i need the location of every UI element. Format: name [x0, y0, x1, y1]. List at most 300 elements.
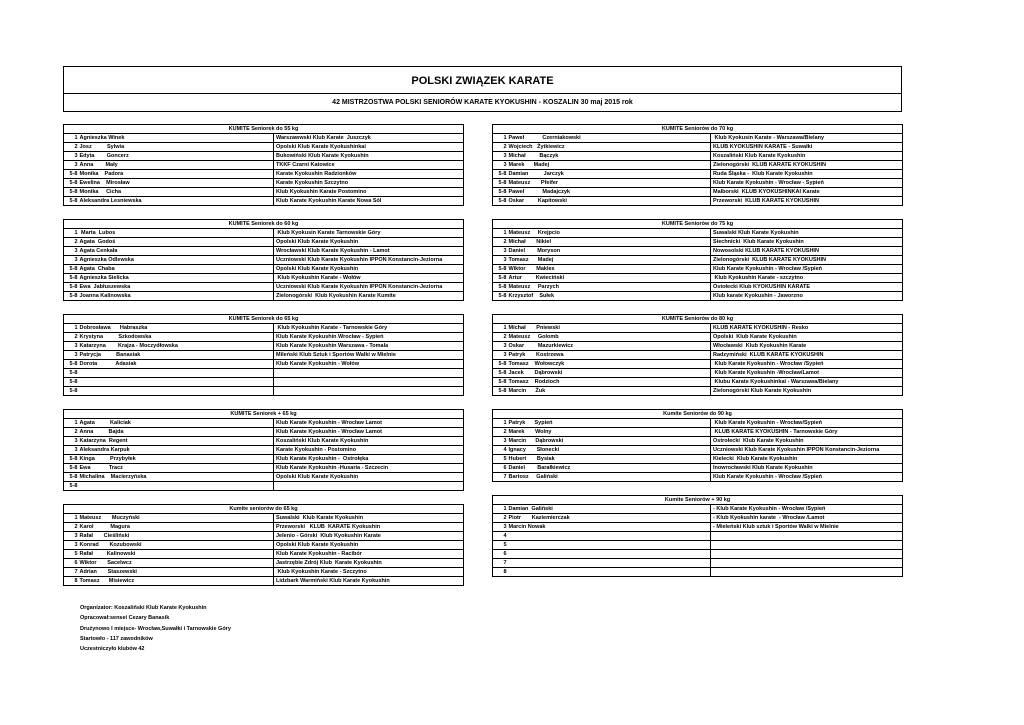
competitor-name: Adrian Staszewski — [79, 568, 274, 577]
competitor-name — [79, 482, 274, 491]
place-cell: 6 — [493, 464, 508, 473]
table-row — [64, 360, 464, 369]
table-row — [493, 559, 903, 568]
place-cell: 3 — [64, 351, 79, 360]
place-cell: 1 — [64, 229, 79, 238]
place-cell: 3 — [64, 532, 79, 541]
club-name: Koszaliński Klub Karate Kyokushin — [711, 152, 903, 161]
table-row — [493, 437, 903, 446]
club-name: Warszawwski Klub Karate Juszczyk — [274, 134, 464, 143]
category-header-row — [493, 125, 903, 134]
category-header-row — [493, 410, 903, 419]
competitor-name: Aleksandra Lesniewska — [79, 197, 274, 206]
place-cell: 5 — [64, 550, 79, 559]
club-name: Jelenio - Górski Klub Kyokushin Karate — [274, 532, 464, 541]
club-name: Inowrocławski Klub Karate Kyokushin — [711, 464, 903, 473]
competitor-name: Ewelina Mirosław — [79, 179, 274, 188]
competitor-name: Ewa Tracz — [79, 464, 274, 473]
place-cell: 8 — [64, 577, 79, 586]
place-cell: 5-8 — [493, 170, 508, 179]
club-name: Jastrzębie Zdrój Klub Karate Kyokushin — [274, 559, 464, 568]
club-name: Klub Kyokushin Karate - Wołów — [274, 274, 464, 283]
competitor-name: Michał Pniewski — [508, 324, 711, 333]
club-name: Radzymiński KLUB KARATE KYOKUSHIN — [711, 351, 903, 360]
competitor-name — [508, 559, 711, 568]
place-cell: 3 — [493, 152, 508, 161]
place-cell: 2 — [64, 523, 79, 532]
category-header-row — [64, 315, 464, 324]
table-row — [64, 247, 464, 256]
club-name: Ostołecki Klub KYOKUSHIN KARATE — [711, 283, 903, 292]
competitor-name: Michał Bączyk — [508, 152, 711, 161]
place-cell: 5-8 — [64, 170, 79, 179]
place-cell: 5-8 — [493, 369, 508, 378]
competitor-name: Artur Kwieciński — [508, 274, 711, 283]
place-cell: 5-8 — [493, 378, 508, 387]
competitor-name: Agata Chaba — [79, 265, 274, 274]
club-name: Klub Karate Kyokushin Karate Nowa Sól — [274, 197, 464, 206]
table-row — [493, 247, 903, 256]
footer-line: Uczestniczyło klubów 42 — [80, 646, 145, 653]
place-cell: 5-8 — [64, 283, 79, 292]
club-name: Karate Kyokushin Radzionków — [274, 170, 464, 179]
table-row — [493, 568, 903, 577]
place-cell: 1 — [64, 514, 79, 523]
competitor-name — [508, 541, 711, 550]
table-row — [64, 179, 464, 188]
club-name: Zielonogórski Klub Kyokushin Karate Kumite — [274, 292, 464, 301]
category-header: KUMITE Seniorek do 65 kg — [64, 315, 464, 324]
category-header-row — [64, 505, 464, 514]
club-name: Uczniowski Klub Karate Kyokushin IPPON Konstancin-Jeziorna — [274, 283, 464, 292]
club-name: Przeworski KLUB KARATE KYOKUSHIN — [711, 197, 903, 206]
place-cell: 1 — [64, 134, 79, 143]
section-spacer — [64, 491, 464, 505]
place-cell: 6 — [493, 550, 508, 559]
place-cell: 3 — [64, 437, 79, 446]
competitor-name: Agnieszka Winek — [79, 134, 274, 143]
place-cell: 4 — [493, 446, 508, 455]
club-name: Klub Kyokushin Karate - Szczytno — [274, 568, 464, 577]
table-row — [64, 514, 464, 523]
competitor-name: Wiktor Sacelwcz — [79, 559, 274, 568]
competitor-name: Anna Mały — [79, 161, 274, 170]
category-header-row — [64, 125, 464, 134]
competitor-name: Marcin Dąbrowski — [508, 437, 711, 446]
table-row — [64, 292, 464, 301]
competitor-name: Marek Wolny — [508, 428, 711, 437]
table-row — [493, 446, 903, 455]
club-name: Klub Kyokushin Karate - Tarnowskie Góry — [274, 324, 464, 333]
table-row — [493, 265, 903, 274]
competitor-name: Patryk Sypień — [508, 419, 711, 428]
table-row — [64, 559, 464, 568]
competitor-name: Tomasz Rodzioch — [508, 378, 711, 387]
competitor-name: Rafał Cieśliński — [79, 532, 274, 541]
competitor-name: Patryk Kostrzewa — [508, 351, 711, 360]
category-header: KUMITE Seniorek do 60 kg — [64, 220, 464, 229]
place-cell: 3 — [64, 342, 79, 351]
place-cell: 6 — [64, 559, 79, 568]
footer-line: Organizator: Koszaliński Klub Karate Kyokushin — [80, 605, 207, 611]
club-name: Opolski Klub Karate Kyokushin — [711, 333, 903, 342]
club-name — [274, 369, 464, 378]
table-row — [493, 143, 903, 152]
club-name: Klub Karate Kyokushin - Wrocław /Sypień — [711, 473, 903, 482]
table-row — [493, 324, 903, 333]
club-name: Klub Karate Kyokushin - Racibór — [274, 550, 464, 559]
table-row — [64, 342, 464, 351]
competitor-name: Wiktor Makles — [508, 265, 711, 274]
club-name: Opolski Klub Karate Kyokushin — [274, 541, 464, 550]
place-cell: 3 — [493, 161, 508, 170]
competitor-name: Oskar Kapitowski — [508, 197, 711, 206]
place-cell: 1 — [493, 324, 508, 333]
table-row — [64, 577, 464, 586]
club-name: Wrocławski Klub Karate Kyokushin - Lamot — [274, 247, 464, 256]
table-row — [64, 387, 464, 396]
table-row — [493, 238, 903, 247]
competitor-name: Damian Jarczyk — [508, 170, 711, 179]
club-name — [711, 559, 903, 568]
table-row — [493, 514, 903, 523]
place-cell: 2 — [493, 333, 508, 342]
place-cell: 5-8 — [64, 274, 79, 283]
table-row — [493, 473, 903, 482]
competitor-name: Aleksandra Karpuk — [79, 446, 274, 455]
competitor-name: Wojciech Żytkiewicz — [508, 143, 711, 152]
table-row — [64, 568, 464, 577]
place-cell: 3 — [493, 256, 508, 265]
club-name: Klub Karate Kyokushin - Wrocław /Sypień — [711, 265, 903, 274]
club-name: Klub Kyokusin Karate Tarnowskie Góry — [274, 229, 464, 238]
table-row — [493, 523, 903, 532]
table-row — [64, 274, 464, 283]
table-row — [64, 437, 464, 446]
club-name: Klub Kyokusin Karate - Warszawa/Bielany — [711, 134, 903, 143]
table-row — [493, 170, 903, 179]
place-cell: 3 — [64, 541, 79, 550]
place-cell: 3 — [493, 351, 508, 360]
competitor-name — [508, 550, 711, 559]
club-name: Suwalski Klub Karate Kyokushin — [274, 514, 464, 523]
club-name: Klub karate Kyokushin - Jaworzno — [711, 292, 903, 301]
competitor-name: Tomasz Misiewicz — [79, 577, 274, 586]
club-name: Ostrołecki Klub Karate Kyokushin — [711, 437, 903, 446]
place-cell: 2 — [64, 333, 79, 342]
club-name: - Klub Kyokushin karate - Wrocław /Lamot — [711, 514, 903, 523]
club-name: Zielonogórski KLUB KARATE KYOKUSHIN — [711, 161, 903, 170]
place-cell: 5-8 — [493, 197, 508, 206]
table-row — [493, 342, 903, 351]
table-row — [64, 351, 464, 360]
club-name: Zielonogórski KLUB KARATE KYOKUSHIN — [711, 256, 903, 265]
club-name: Lidzbark Warmiński Klub Karate Kyokushin — [274, 577, 464, 586]
place-cell: 1 — [64, 419, 79, 428]
competitor-name: Patrycja Banasiak — [79, 351, 274, 360]
table-row — [64, 378, 464, 387]
competitor-name: Agnieszka Odlewska — [79, 256, 274, 265]
club-name: Nowosolski KLUB KARATE KYOKUSHIN — [711, 247, 903, 256]
competitor-name: Damian Galiński — [508, 505, 711, 514]
competitor-name: Paweł Czerniakowski — [508, 134, 711, 143]
table-row — [64, 188, 464, 197]
table-row — [64, 369, 464, 378]
footer-line: Opracował:sensei Cezary Banasik — [80, 615, 170, 622]
place-cell: 7 — [64, 568, 79, 577]
competitor-name: Katarzyna Krajza - Moczydłowska — [79, 342, 274, 351]
table-row — [493, 179, 903, 188]
club-name: Karate Kyokushin - Postomino — [274, 446, 464, 455]
club-name: Uczniowski Klub Karate Kyokushin IPPON Konstancin-Jeziorna — [274, 256, 464, 265]
club-name — [711, 532, 903, 541]
table-row — [64, 550, 464, 559]
category-header: KUMITE Seniorek + 65 kg — [64, 410, 464, 419]
section-spacer — [493, 206, 903, 220]
page-subtitle: 42 MISTRZOSTWA POLSKI SENIORÓW KARATE KYOKUSHIN - KOSZALIN 30 maj 2015 rok — [332, 99, 633, 106]
place-cell: 5-8 — [64, 464, 79, 473]
table-row — [64, 464, 464, 473]
place-cell: 5-8 — [64, 292, 79, 301]
table-row — [493, 532, 903, 541]
competitor-name: Kinga Przybyłek — [79, 455, 274, 464]
club-name: Klub Kyokushin Karate - szczytno — [711, 274, 903, 283]
right-results-table — [492, 124, 903, 577]
place-cell: 1 — [493, 419, 508, 428]
competitor-name — [79, 378, 274, 387]
place-cell: 3 — [493, 247, 508, 256]
competitor-name: Tomasz Madej — [508, 256, 711, 265]
place-cell: 2 — [493, 143, 508, 152]
table-row — [493, 333, 903, 342]
club-name: KLUB KARATE KYOKUSHIN - Tarnowskie Góry — [711, 428, 903, 437]
table-row — [493, 387, 903, 396]
competitor-name: Michalina Macierzyńska — [79, 473, 274, 482]
place-cell: 1 — [493, 229, 508, 238]
place-cell: 5-8 — [64, 197, 79, 206]
table-row — [493, 152, 903, 161]
place-cell: 3 — [64, 161, 79, 170]
club-name — [711, 541, 903, 550]
competitor-name: Ignacy Słonecki — [508, 446, 711, 455]
category-header-row — [493, 496, 903, 505]
place-cell: 5-8 — [64, 369, 79, 378]
category-header: KUMITE Seniorek do 55 kg — [64, 125, 464, 134]
place-cell: 5-8 — [493, 179, 508, 188]
table-row — [493, 161, 903, 170]
table-row — [64, 161, 464, 170]
competitor-name — [79, 369, 274, 378]
competitor-name: Oskar Mazurkiewicz — [508, 342, 711, 351]
place-cell: 3 — [493, 523, 508, 532]
club-name: Klub Karate Kyokushin Wrocław - Sypień — [274, 333, 464, 342]
competitor-name: Mateusz Pfeifer — [508, 179, 711, 188]
place-cell: 8 — [493, 568, 508, 577]
club-name — [274, 482, 464, 491]
competitor-name: Michał Nikiel — [508, 238, 711, 247]
place-cell: 2 — [64, 143, 79, 152]
place-cell: 5-8 — [493, 360, 508, 369]
competitor-name: Karol Magura — [79, 523, 274, 532]
section-spacer — [64, 301, 464, 315]
place-cell: 7 — [493, 559, 508, 568]
table-row — [64, 523, 464, 532]
place-cell: 5-8 — [64, 455, 79, 464]
competitor-name: Konrad Kozubowski — [79, 541, 274, 550]
table-row — [64, 455, 464, 464]
table-row — [64, 324, 464, 333]
club-name: Suwalski Klub Karate Kyokushin — [711, 229, 903, 238]
place-cell: 5-8 — [64, 378, 79, 387]
club-name — [711, 550, 903, 559]
competitor-name: Daniel Moryson — [508, 247, 711, 256]
competitor-name: Marta Lubos — [79, 229, 274, 238]
table-row — [64, 265, 464, 274]
club-name: Opolski Klub Karate Kyokushin — [274, 265, 464, 274]
club-name: KLUB KARATE KYOKUSHIN - Resko — [711, 324, 903, 333]
competitor-name: Tomasz Wołowczyk — [508, 360, 711, 369]
section-spacer — [493, 396, 903, 410]
place-cell: 4 — [493, 532, 508, 541]
table-row — [493, 274, 903, 283]
place-cell: 5-8 — [64, 473, 79, 482]
competitor-name: Dorota Adasiak — [79, 360, 274, 369]
place-cell: 5-8 — [493, 265, 508, 274]
table-row — [493, 256, 903, 265]
table-row — [493, 541, 903, 550]
table-row — [493, 505, 903, 514]
category-header: Kumite seniorów do 65 kg — [64, 505, 464, 514]
club-name: Włocławski Klub Kyokushin Karate — [711, 342, 903, 351]
competitor-name: Piotr Kaziemierczak — [508, 514, 711, 523]
club-name: Karate Kyokushin Szczytno — [274, 179, 464, 188]
place-cell: 5-8 — [493, 188, 508, 197]
category-header-row — [64, 410, 464, 419]
table-row — [64, 143, 464, 152]
page-title: POLSKI ZWIĄZEK KARATE — [411, 75, 554, 87]
competitor-name: Rafał Kalinowski — [79, 550, 274, 559]
table-row — [64, 238, 464, 247]
club-name: Mileński Klub Sztuk i Sportów Walki w Mielnie — [274, 351, 464, 360]
club-name: Klub Karate Kyokushin - Wrocław /Sypień — [711, 360, 903, 369]
competitor-name: Dobrosława Habraszka — [79, 324, 274, 333]
footer-line: Drużynowo I miejsce- Wrocław,Suwałki i Tarnowskie Góry — [80, 625, 231, 632]
competitor-name: Monika Cicha — [79, 188, 274, 197]
competitor-name: Agnieszka Sielicka — [79, 274, 274, 283]
competitor-name: Ewa Jabłuszewska — [79, 283, 274, 292]
section-spacer — [64, 396, 464, 410]
competitor-name — [79, 387, 274, 396]
table-row — [493, 229, 903, 238]
table-row — [493, 351, 903, 360]
footer-line: Startowło - 117 zawodników — [80, 635, 153, 642]
place-cell: 2 — [493, 514, 508, 523]
club-name: Opolski Klub Karate Kyokushinkai — [274, 143, 464, 152]
competitor-name: Krystyna Szkodowska — [79, 333, 274, 342]
place-cell: 5 — [493, 541, 508, 550]
table-row — [493, 188, 903, 197]
place-cell: 3 — [64, 446, 79, 455]
table-row — [493, 197, 903, 206]
table-row — [493, 419, 903, 428]
section-spacer — [493, 301, 903, 315]
competitor-name — [508, 568, 711, 577]
club-name: Klub Karate Kyokushin -Wrocław/Lamot — [711, 369, 903, 378]
category-header: Kumite Seniorów + 90 kg — [493, 496, 903, 505]
table-row — [64, 532, 464, 541]
category-header: KUMITE Seniorów do 75 kg — [493, 220, 903, 229]
club-name: Klub Karate Kyokushin - Wołów — [274, 360, 464, 369]
table-row — [493, 378, 903, 387]
place-cell: 7 — [493, 473, 508, 482]
table-row — [64, 170, 464, 179]
table-row — [493, 283, 903, 292]
competitor-name: Agata Godoś — [79, 238, 274, 247]
competitor-name: Jacek Dąbrowski — [508, 369, 711, 378]
table-row — [64, 541, 464, 550]
table-row — [64, 428, 464, 437]
club-name: Klub Karate Kyokushin - Wrocław Lamot — [274, 419, 464, 428]
competitor-name: Marcin Żuk — [508, 387, 711, 396]
table-row — [64, 482, 464, 491]
competitor-name: Marcin Nowak — [508, 523, 711, 532]
place-cell: 3 — [64, 152, 79, 161]
club-name: Zielonogórski Klub Karate Kyokushin — [711, 387, 903, 396]
title-box — [63, 66, 902, 112]
table-row — [64, 446, 464, 455]
place-cell: 5-8 — [493, 387, 508, 396]
category-header-row — [493, 220, 903, 229]
category-header: Kumite Seniorów do 90 kg — [493, 410, 903, 419]
club-name: Klubu Karate Kyokushinkai - Warszawa/Bielany — [711, 378, 903, 387]
club-name: Klub Karate Kyokushin - Wrocław - Sypień — [711, 179, 903, 188]
club-name: Przeworski KLUB KARATE Kyokushin — [274, 523, 464, 532]
place-cell: 5-8 — [64, 179, 79, 188]
club-name: Opolski Klub Karate Kyokushin — [274, 238, 464, 247]
club-name: Klub Karate Kyokushin - Wrocław/Sypień — [711, 419, 903, 428]
table-row — [64, 419, 464, 428]
competitor-name: Katarzyna Regent — [79, 437, 274, 446]
club-name — [274, 378, 464, 387]
table-row — [64, 333, 464, 342]
place-cell: 3 — [493, 342, 508, 351]
club-name: Uczniowski Klub Karate Kyokushin IPPON Konstancin-Jeziorna — [711, 446, 903, 455]
table-row — [493, 292, 903, 301]
table-row — [493, 550, 903, 559]
competitor-name: Mateusz Muczyński — [79, 514, 274, 523]
table-row — [64, 229, 464, 238]
club-name: Klub Karate Kyokushin Warszawa - Tomala — [274, 342, 464, 351]
competitor-name: Hubert Bysiak — [508, 455, 711, 464]
place-cell: 1 — [64, 324, 79, 333]
club-name: Siechnicki Klub Karate Kyokushin — [711, 238, 903, 247]
club-name: Opolski Klub Karate Kyokushin — [274, 473, 464, 482]
competitor-name: Joanna Kalinowska — [79, 292, 274, 301]
place-cell: 2 — [64, 238, 79, 247]
category-header: KUMITE Seniorów do 80 kg — [493, 315, 903, 324]
competitor-name: Krzysztof Sułek — [508, 292, 711, 301]
place-cell: 2 — [493, 428, 508, 437]
footer-notes — [80, 603, 231, 654]
place-cell: 3 — [64, 256, 79, 265]
place-cell: 3 — [64, 247, 79, 256]
club-name: TKKF Czarni Katowice — [274, 161, 464, 170]
competitor-name: Agata Cenkała — [79, 247, 274, 256]
club-name: Kielecki Klub Karate Kyokushin — [711, 455, 903, 464]
competitor-name: Josz Sylwia — [79, 143, 274, 152]
competitor-name: Daniel Barałkiewicz — [508, 464, 711, 473]
competitor-name: Marek Madej — [508, 161, 711, 170]
